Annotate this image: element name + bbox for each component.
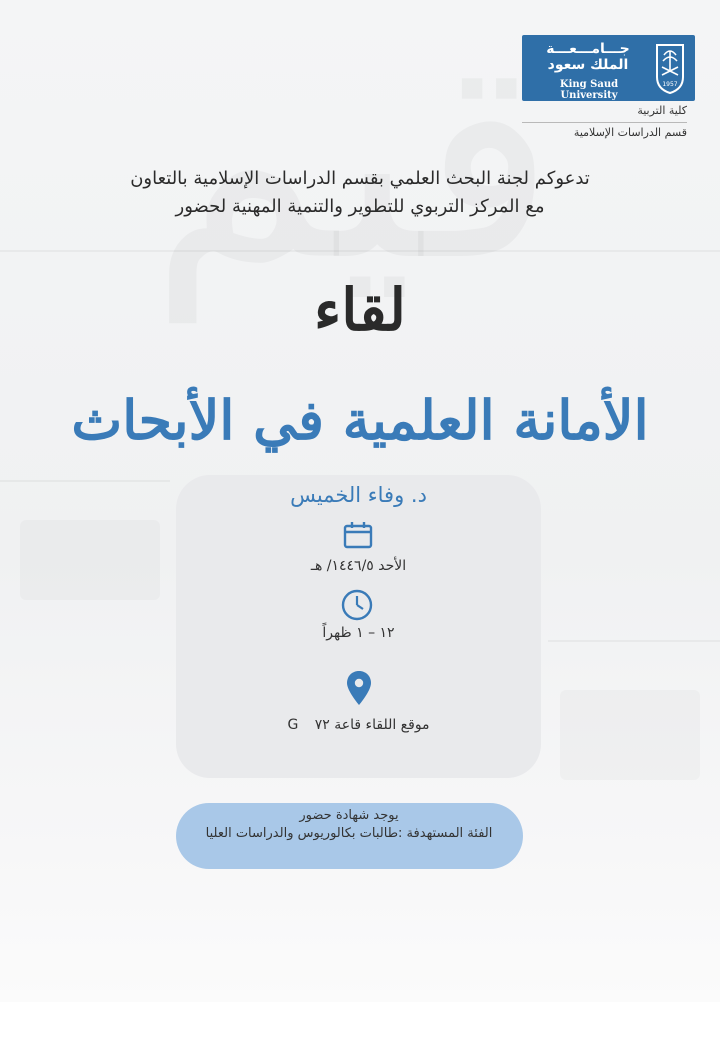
- event-location: [176, 717, 541, 733]
- location-label: موقع اللقاء قاعة ٧٢: [314, 717, 430, 733]
- background-calligraphy: [150, 20, 555, 300]
- location-building: G: [287, 717, 299, 733]
- speaker-name: د. وفاء الخميس: [290, 483, 427, 507]
- background-line: [0, 480, 170, 482]
- background-block: [20, 520, 160, 600]
- invitation-text: [40, 165, 680, 221]
- background-line: [0, 250, 720, 252]
- university-name-ar-line1: جـــامـــعـــة: [546, 41, 630, 57]
- department-name: قسم الدراسات الإسلامية: [573, 126, 687, 139]
- university-name-ar: [532, 41, 644, 73]
- event-time: ١٢ – ١ ظهراً: [322, 625, 395, 641]
- logo-divider: [522, 122, 687, 123]
- background-block: [560, 690, 700, 780]
- emblem-year: 1957: [662, 81, 678, 88]
- university-name-en: King Saud University: [559, 79, 619, 101]
- audience-pill: [176, 803, 523, 869]
- target-audience: الفئة المستهدفة :طالبات بكالوريوس والدراسات العليا: [205, 826, 493, 841]
- university-emblem-icon: [653, 41, 687, 95]
- calendar-icon: [343, 520, 373, 550]
- university-name-ar-line2: الملك سعود: [547, 57, 629, 73]
- invitation-line-2: مع المركز التربوي للتطوير والتنمية المهنية لحضور: [175, 196, 545, 217]
- details-card: [176, 475, 541, 778]
- clock-icon: [340, 588, 374, 622]
- pill-text: [194, 807, 504, 843]
- college-name: كلية التربية: [637, 104, 687, 117]
- event-date: الأحد ١٤٤٦/٥/ هـ: [310, 558, 407, 574]
- event-main-title: الأمانة العلمية في الأبحاث: [71, 388, 649, 452]
- certificate-note: يوجد شهادة حضور: [299, 808, 399, 823]
- event-type-title: لقاء: [314, 276, 406, 344]
- map-pin-icon: [346, 670, 372, 706]
- background-line: [548, 640, 720, 642]
- university-logo: [522, 35, 695, 101]
- invitation-line-1: تدعوكم لجنة البحث العلمي بقسم الدراسات الإسلامية بالتعاون: [130, 168, 590, 189]
